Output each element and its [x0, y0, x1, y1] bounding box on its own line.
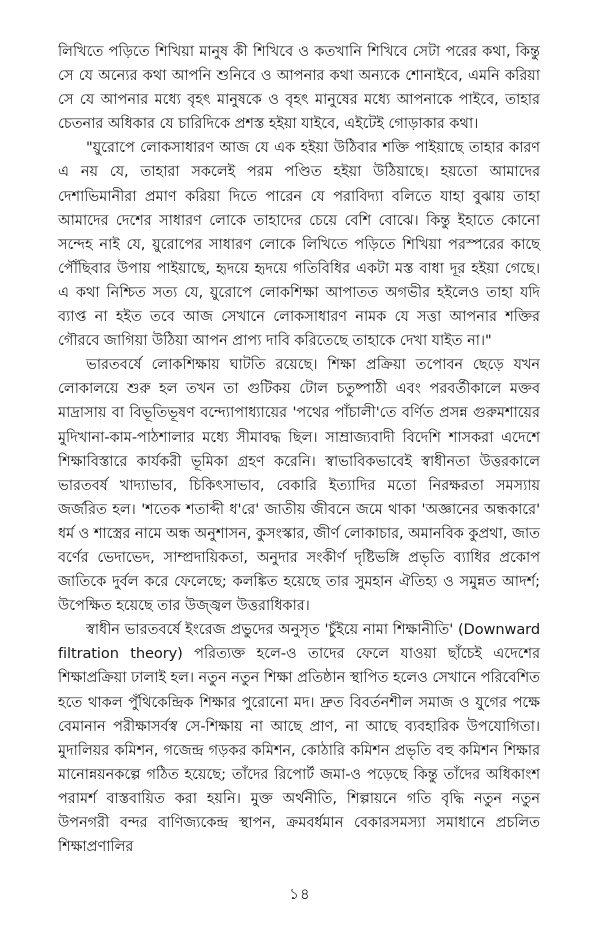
paragraph-2-quotation: "য়ুরোপে লোকসাধারণ আজ যে এক হইয়া উঠিবার শক্তি পাইয়াছে তাহার কারণ এ নয় যে, তাহারা সকলেই পরম পণ্ডিত হইয়া উঠিয়াছে। হয়তো আমাদের দেশাভিমানীরা প্রমাণ করিয়া দিতে পারেন যে পরাবিদ্যা বলিতে যাহা বুঝায় তাহা আমাদের দেশের সাধারণ লোকে তাহাদের চেয়ে বেশি বোঝে। কিন্তু ইহাতে কোনো সন্দেহ নাই যে, য়ুরোপের সাধারণ লোকে লিখিতে পড়িতে শিখিয়া পরস্পরের কাছে পৌঁছিবার উপায় পাইয়াছে, হৃদয়ে হৃদয়ে গতিবিধির একটা মস্ত বাধা দূর হইয়া গেছে। এ কথা নিশ্চিত সত্য যে, য়ুরোপে লোকশিক্ষা আপাতত অগভীর হইলেও তাহা যদি ব্যাপ্ত না হইত তবে আজ সেখানে লোকসাধারণ নামক যে সত্তা আপনার শক্তির গৌরবে জাগিয়া উঠিয়া আপন প্রাপ্য দাবি করিতেছে তাহাকে দেখা যাইত না।" — [58, 139, 540, 350]
paragraph-3: ভারতবর্ষে লোকশিক্ষায় ঘাটতি রয়েছে। শিক্ষা প্রক্রিয়া তপোবন ছেড়ে যখন লোকালয়ে শুরু হল তখন তা গুটিকয় টোল চতুষ্পাঠী এবং পরবর্তীকালে মক্তব মাদ্রাসায় বা বিভূতিভূষণ বন্দ্যোপাধ্যায়ের 'পথের পাঁচালী'তে বর্ণিত প্রসন্ন গুরুমশায়ের মুদিখানা-কাম-পাঠশালার মধ্যে সীমাবদ্ধ ছিল। সাম্রাজ্যবাদী বিদেশি শাসকরা এদেশে শিক্ষাবিস্তারে কার্যকরী ভূমিকা গ্রহণ করেনি। স্বাভাবিকভাবেই স্বাধীনতা উত্তরকালে ভারতবর্ষ খাদ্যাভাব, চিকিৎসাভাব, বেকারি ইত্যাদির মতো নিরক্ষরতা সমস্যায় জর্জরিত হল। 'শতেক শতাব্দী ধ'রে' জাতীয় জীবনে জমে থাকা 'অজ্ঞানের অন্ধকারে' ধর্ম ও শাস্ত্রের নামে অন্ধ অনুশাসন, কুসংস্কার, জীর্ণ লোকাচার, অমানবিক কুপ্রথা, জাত বর্ণের ভেদাভেদ, সাম্প্রদায়িকতা, অনুদার সংকীর্ণ দৃষ্টিভঙ্গি প্রভৃতি ব্যাধির প্রকোপ জাতিকে দুর্বল করে ফেলেছে; কলঙ্কিত হয়েছে তার সুমহান ঐতিহ্য ও সমুন্নত আদর্শ; উপেক্ষিত হয়েছে তার উজ্জ্বল উত্তরাধিকার। — [58, 356, 540, 615]
paragraph-1: লিখিতে পড়িতে শিখিয়া মানুষ কী শিখিবে ও কতখানি শিখিবে সেটা পরের কথা, কিন্তু সে যে অন্যের কথা আপনি শুনিবে ও আপনার কথা অন্যকে শোনাইবে, এমনি করিয়া সে যে আপনার মধ্যে বৃহৎ মানুষকে ও বৃহৎ মানুষের মধ্যে আপনাকে পাইবে, তাহার চেতনার অধিকার যে চারিদিকে প্রশস্ত হইয়া যাইবে, এইটেই গোড়াকার কথা। — [58, 43, 540, 133]
paragraph-4: স্বাধীন ভারতবর্ষে ইংরেজ প্রভুদের অনুসৃত 'চুঁইয়ে নামা শিক্ষানীতি' (Downward filtration theory) পরিত্যক্ত হলে-ও তাদের ফেলে যাওয়া ছাঁচেই এদেশের শিক্ষাপ্রক্রিয়া ঢালাই হল। নতুন নতুন শিক্ষা প্রতিষ্ঠান স্থাপিত হলেও সেখানে পরিবেশিত হতে থাকল পুঁথিকেন্দ্রিক শিক্ষার পুরোনো মদ। দ্রুত বিবর্তনশীল সমাজ ও যুগের পক্ষে বেমানান পরীক্ষাসর্বস্ব সে-শিক্ষায় না আছে প্রাণ, না আছে ব্যবহারিক উপযোগিতা। মুদালিয়র কমিশন, গজেন্দ্র গড়কর কমিশন, কোঠারি কমিশন প্রভৃতি বহু কমিশন শিক্ষার মানোন্নয়নকল্পে গঠিত হয়েছে; তাঁদের রিপোর্ট জমা-ও পড়েছে কিন্তু তাঁদের অধিকাংশ পরামর্শ বাস্তবায়িত করা হয়নি। মুক্ত অর্থনীতি, শিল্পায়নে গতি বৃদ্ধি নতুন নতুন উপনগরী বন্দর বাণিজ্যকেন্দ্র স্থাপন, ক্রমবর্ধমান বেকারসমস্যা সমাধানে প্রচলিত শিক্ষাপ্রণালির — [58, 621, 540, 856]
body-text — [58, 40, 540, 859]
page-number: ১৪ — [289, 885, 311, 903]
